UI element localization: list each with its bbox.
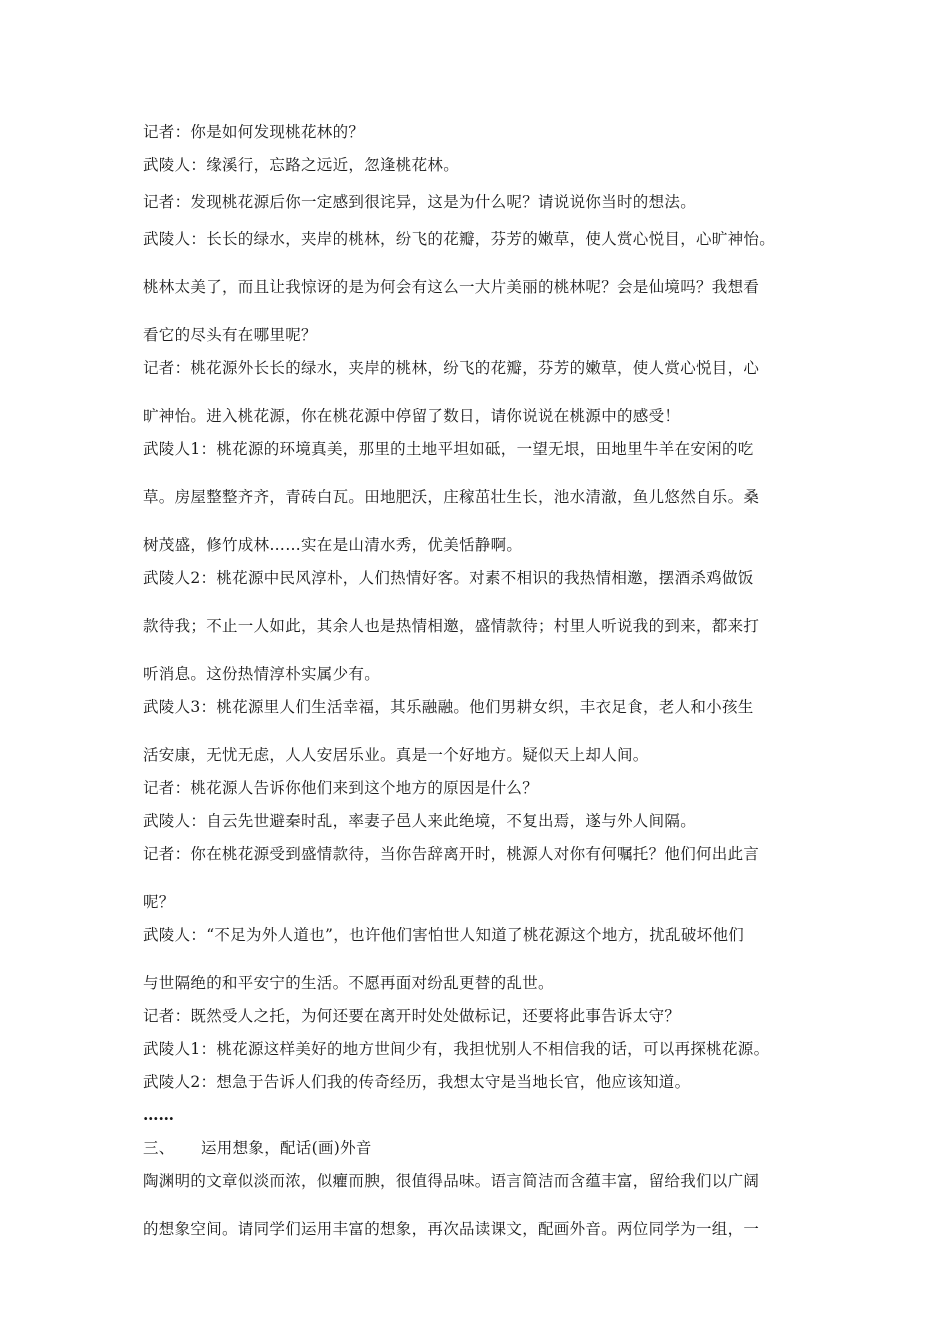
dialogue-line: 记者：你是如何发现桃花林的？ <box>143 123 365 141</box>
section-body-line: 陶渊明的文章似淡而浓，似癯而腴，很值得品味。语言简洁而含蕴丰富，留给我们以广阔 <box>143 1172 760 1190</box>
dialogue-line: 武陵人1：桃花源的环境真美，那里的土地平坦如砥，一望无垠，田地里牛羊在安闲的吃 <box>143 440 754 458</box>
dialogue-line: 武陵人3：桃花源里人们生活幸福，其乐融融。他们男耕女织，丰衣足食，老人和小孩生 <box>143 698 754 716</box>
dialogue-line: 武陵人：“不足为外人道也”，也许他们害怕世人知道了桃花源这个地方，扰乱破坏他们 <box>143 926 745 944</box>
section-heading <box>143 1138 813 1158</box>
dialogue-line: 树茂盛，修竹成林……实在是山清水秀，优美恬静啊。 <box>143 536 523 554</box>
section-title: 运用想象，配话(画)外音 <box>201 1139 372 1157</box>
dialogue-line: 与世隔绝的和平安宁的生活。不愿再面对纷乱更替的乱世。 <box>143 974 554 992</box>
section-number: 三、 <box>143 1139 175 1157</box>
section-body-line: 的想象空间。请同学们运用丰富的想象，再次品读课文，配画外音。两位同学为一组，一 <box>143 1220 760 1238</box>
dialogue-line: 活安康，无忧无虑，人人安居乐业。真是一个好地方。疑似天上却人间。 <box>143 746 649 764</box>
dialogue-line: 记者：既然受人之托，为何还要在离开时处处做标记，还要将此事告诉太守？ <box>143 1007 681 1025</box>
dialogue-line: 武陵人：长长的绿水，夹岸的桃林，纷飞的花瓣，芬芳的嫩草，使人赏心悦目，心旷神怡。 <box>143 230 776 248</box>
document-body <box>143 122 813 1239</box>
dialogue-line: 看它的尽头有在哪里呢？ <box>143 326 317 344</box>
dialogue-line: 旷神怡。进入桃花源，你在桃花源中停留了数日，请你说说在桃源中的感受！ <box>143 407 681 425</box>
dialogue-line: 武陵人2：想急于告诉人们我的传奇经历，我想太守是当地长官，他应该知道。 <box>143 1073 691 1091</box>
dialogue-line: 呢？ <box>143 893 175 911</box>
dialogue-line: 草。房屋整整齐齐，青砖白瓦。田地肥沃，庄稼茁壮生长，池水清澈，鱼儿悠然自乐。桑 <box>143 488 760 506</box>
dialogue-line: 款待我；不止一人如此，其余人也是热情相邀，盛情款待；村里人听说我的到来，都来打 <box>143 617 760 635</box>
dialogue-line: 武陵人1：桃花源这样美好的地方世间少有，我担忧别人不相信我的话，可以再探桃花源。 <box>143 1040 770 1058</box>
dialogue-line: 武陵人：自云先世避秦时乱，率妻子邑人来此绝境，不复出焉，遂与外人间隔。 <box>143 812 697 830</box>
dialogue-line: 记者：桃花源外长长的绿水，夹岸的桃林，纷飞的花瓣，芬芳的嫩草，使人赏心悦目，心 <box>143 359 760 377</box>
dialogue-line: 记者：发现桃花源后你一定感到很诧异，这是为什么呢？请说说你当时的想法。 <box>143 193 697 211</box>
dialogue-line: 记者：桃花源人告诉你他们来到这个地方的原因是什么？ <box>143 779 539 797</box>
dialogue-line: 武陵人2：桃花源中民风淳朴，人们热情好客。对素不相识的我热情相邀，摆酒杀鸡做饭 <box>143 569 754 587</box>
dialogue-line: 听消息。这份热情淳朴实属少有。 <box>143 665 381 683</box>
dialogue-line: 桃林太美了，而且让我惊讶的是为何会有这么一大片美丽的桃林呢？会是仙境吗？我想看 <box>143 278 760 296</box>
dialogue-line: 武陵人：缘溪行，忘路之远近，忽逢桃花林。 <box>143 156 460 174</box>
ellipsis: …… <box>143 1105 174 1124</box>
dialogue-line: 记者：你在桃花源受到盛情款待，当你告辞离开时，桃源人对你有何嘱托？他们何出此言 <box>143 845 760 863</box>
